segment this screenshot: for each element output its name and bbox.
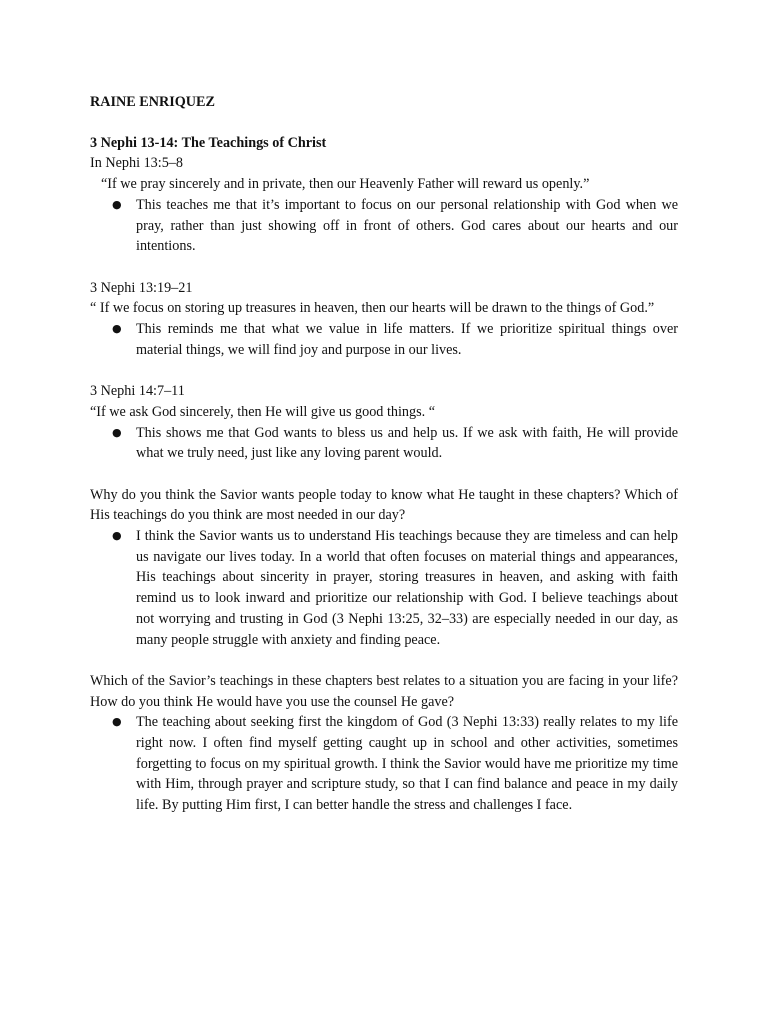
question-block <box>90 485 678 651</box>
bullet-icon: ● <box>112 715 122 729</box>
answer-list <box>90 526 678 650</box>
reflection-item <box>90 319 678 360</box>
reflection-text: This reminds me that what we value in life matters. If we prioritize spiritual things over material things, we will find joy and purpose in our lives. <box>136 321 678 358</box>
author-name: RAINE ENRIQUEZ <box>90 94 215 110</box>
scripture-section <box>90 153 678 257</box>
reflection-list <box>90 423 678 464</box>
question-text: Why do you think the Savior wants people today to know what He taught in these chapters? Which of His teachings do you think are most needed in our day? <box>90 486 678 524</box>
document-page <box>90 92 678 816</box>
bullet-icon: ● <box>112 529 122 543</box>
document-title: 3 Nephi 13-14: The Teachings of Christ <box>90 134 327 151</box>
scripture-section <box>90 278 678 361</box>
reflection-item <box>90 195 678 257</box>
bullet-icon: ● <box>112 322 122 336</box>
question-text: Which of the Savior’s teachings in these chapters best relates to a situation you are facing in your life? How do you think He would have you use the counsel He gave? <box>90 672 678 710</box>
answer-text: I think the Savior wants us to understand His teachings because they are timeless and can help us navigate our lives today. In a world that often focuses on material things and appearances, His teachings about sincerity in prayer, storing treasures in heaven, and asking with faith remind us to look inward and prioritize our relationship with God. I believe teachings about not worrying and trusting in God (3 Nephi 13:25, 32–33) are especially needed in our day, as many people struggle with anxiety and finding peace. <box>136 528 678 648</box>
scripture-reference: 3 Nephi 14:7–11 <box>90 383 185 400</box>
scripture-quote: “ If we focus on storing up treasures in heaven, then our hearts will be drawn to the things of God.” <box>90 300 655 317</box>
scripture-quote: “If we ask God sincerely, then He will give us good things. “ <box>90 403 436 420</box>
answer-list <box>90 712 678 816</box>
bullet-icon: ● <box>112 197 122 211</box>
answer-item <box>90 712 678 816</box>
reflection-text: This teaches me that it’s important to focus on our personal relationship with God when we pray, rather than just showing off in front of others. God cares about our hearts and our intentions. <box>136 196 678 255</box>
reflection-item <box>90 423 678 464</box>
reflection-text: This shows me that God wants to bless us and help us. If we ask with faith, He will provide what we truly need, just like any loving parent would. <box>136 424 678 462</box>
scripture-section <box>90 381 678 464</box>
reflection-list <box>90 195 678 257</box>
answer-text: The teaching about seeking first the kingdom of God (3 Nephi 13:33) really relates to my life right now. I often find myself getting caught up in school and other activities, sometimes forgetting to focus on my spiritual growth. I think the Savior would have me prioritize my time with Him, through prayer and scripture study, so that I can find balance and peace in my daily life. By putting Him first, I can better handle the stress and challenges I face. <box>136 714 678 814</box>
question-block <box>90 671 678 816</box>
answer-item <box>90 526 678 650</box>
scripture-reference: In Nephi 13:5–8 <box>90 155 183 172</box>
bullet-icon: ● <box>112 425 122 439</box>
scripture-quote: “If we pray sincerely and in private, then our Heavenly Father will reward us openly.” <box>101 176 590 193</box>
reflection-list <box>90 319 678 360</box>
scripture-reference: 3 Nephi 13:19–21 <box>90 279 193 296</box>
